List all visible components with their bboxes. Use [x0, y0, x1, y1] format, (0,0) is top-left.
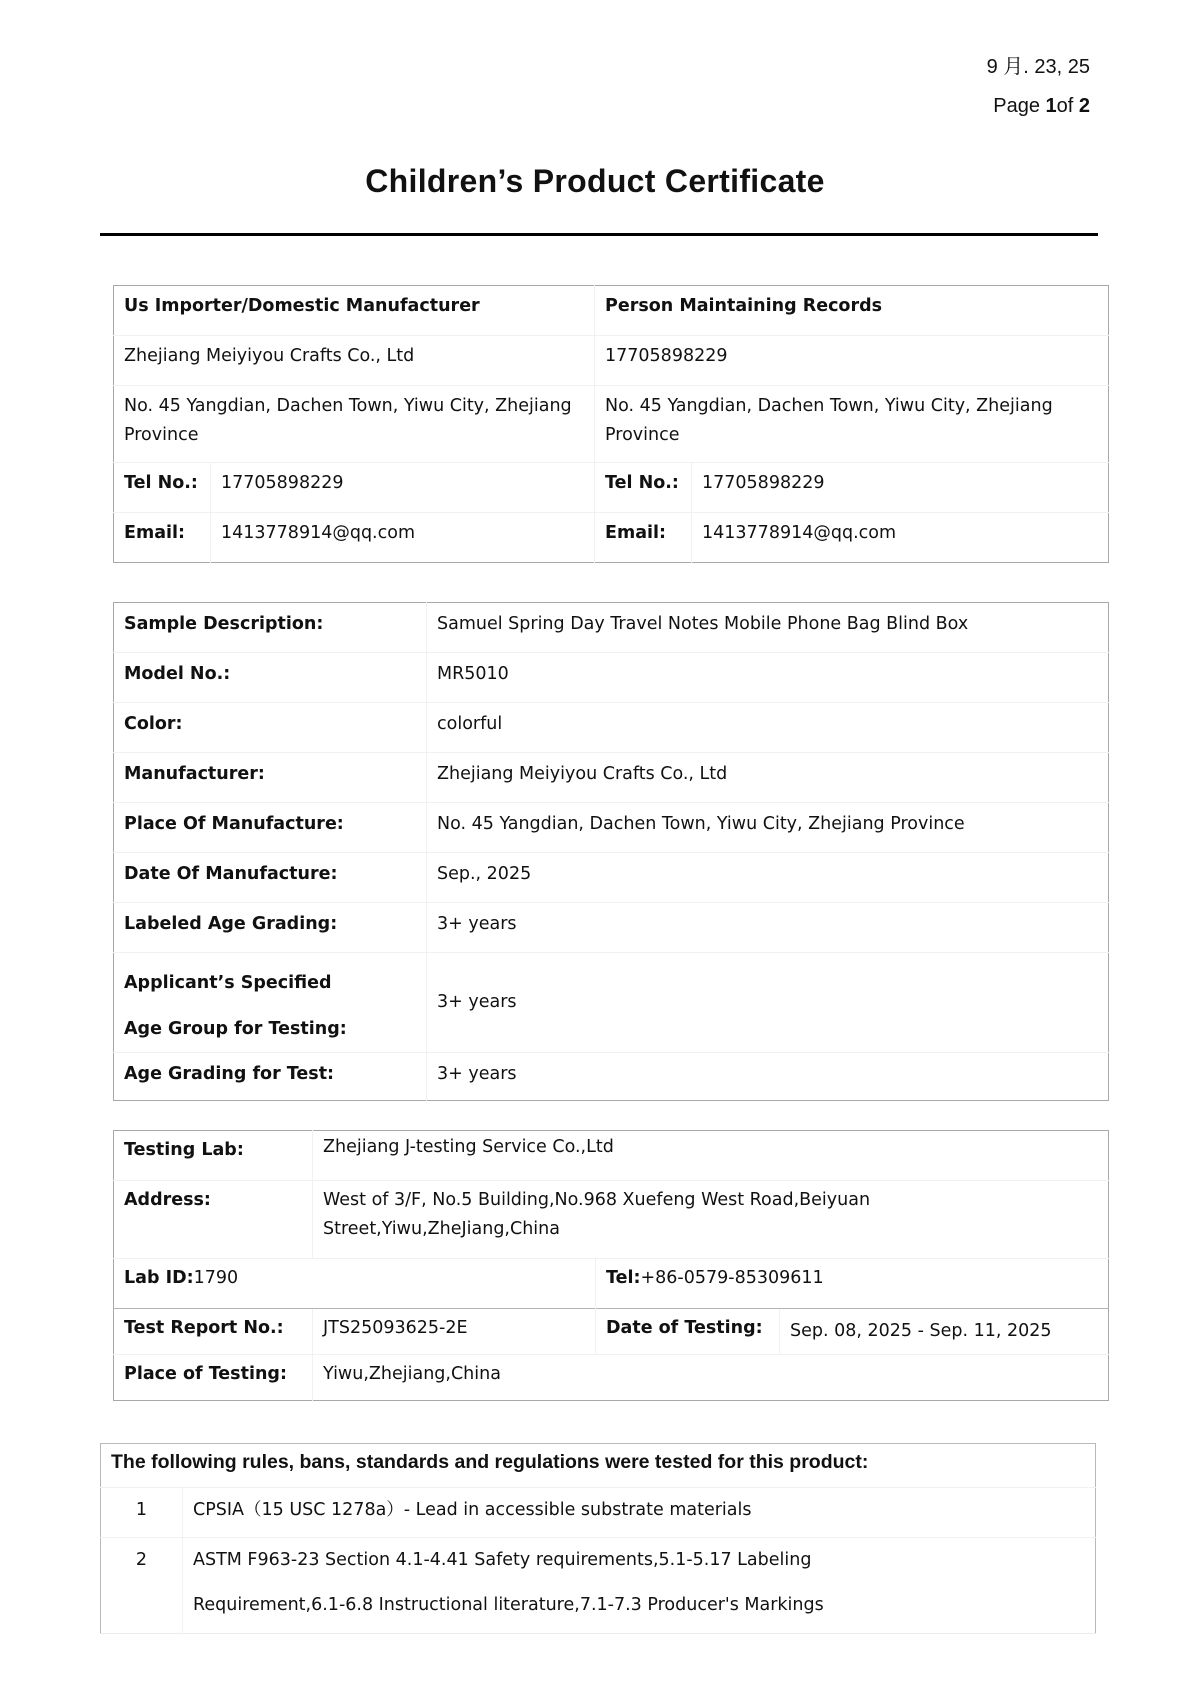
- page-indicator: [993, 95, 1090, 118]
- lab-tel: +86-0579-85309611: [640, 1268, 824, 1288]
- sample-value: colorful: [427, 703, 1109, 753]
- lab-name: Zhejiang J-testing Service Co.,Ltd: [313, 1131, 1109, 1181]
- sample-label: Model No.:: [114, 653, 427, 703]
- report-no: JTS25093625-2E: [313, 1309, 596, 1355]
- lab-tel-cell: [596, 1259, 1109, 1309]
- sample-label-line2: Age Group for Testing:: [124, 1019, 347, 1039]
- testing-place: Yiwu,Zhejiang,China: [313, 1355, 1109, 1401]
- sample-value: No. 45 Yangdian, Dachen Town, Yiwu City, Zhejiang Province: [427, 803, 1109, 853]
- sample-label: Color:: [114, 703, 427, 753]
- records-address: No. 45 Yangdian, Dachen Town, Yiwu City, Zhejiang Province: [595, 386, 1109, 463]
- importer-email-label: Email:: [114, 513, 211, 563]
- sample-details-table: [113, 602, 1109, 1101]
- records-tel: 17705898229: [692, 463, 1109, 513]
- sample-row: [114, 903, 1109, 953]
- lab-id-cell: [114, 1259, 596, 1309]
- sample-row: [114, 653, 1109, 703]
- page-current: 1: [1045, 95, 1057, 117]
- sample-row: [114, 1053, 1109, 1101]
- regulation-text: [183, 1538, 1096, 1634]
- regulation-text-line2: Requirement,6.1-6.8 Instructional literature,7.1-7.3 Producer's Markings: [193, 1595, 824, 1615]
- importer-tel-label: Tel No.:: [114, 463, 211, 513]
- records-email: 1413778914@qq.com: [692, 513, 1109, 563]
- title-divider: [100, 233, 1098, 236]
- lab-address-label: Address:: [114, 1181, 313, 1259]
- testing-date-label: Date of Testing:: [596, 1309, 780, 1355]
- regulations-heading: The following rules, bans, standards and regulations were tested for this product:: [111, 1451, 869, 1473]
- importer-address: No. 45 Yangdian, Dachen Town, Yiwu City, Zhejiang Province: [114, 386, 595, 463]
- records-heading: Person Maintaining Records: [595, 286, 1109, 336]
- sample-value: 3+ years: [427, 953, 1109, 1053]
- regulation-item: [101, 1488, 1096, 1538]
- sample-label: Date Of Manufacture:: [114, 853, 427, 903]
- lab-id-label: Lab ID:: [124, 1268, 194, 1288]
- sample-label: Age Grading for Test:: [114, 1053, 427, 1101]
- regulation-text-line1: ASTM F963-23 Section 4.1-4.41 Safety requirements,5.1-5.17 Labeling: [193, 1550, 812, 1570]
- records-tel-label: Tel No.:: [595, 463, 692, 513]
- sample-value: Samuel Spring Day Travel Notes Mobile Phone Bag Blind Box: [427, 603, 1109, 653]
- sample-row: [114, 853, 1109, 903]
- sample-row: [114, 803, 1109, 853]
- sample-label: Place Of Manufacture:: [114, 803, 427, 853]
- sample-label: [114, 953, 427, 1053]
- sample-value: MR5010: [427, 653, 1109, 703]
- regulation-number: 2: [101, 1538, 183, 1634]
- sample-value: Zhejiang Meiyiyou Crafts Co., Ltd: [427, 753, 1109, 803]
- sample-value: Sep., 2025: [427, 853, 1109, 903]
- sample-label: Sample Description:: [124, 614, 324, 634]
- sample-row: [114, 703, 1109, 753]
- sample-label: Labeled Age Grading:: [114, 903, 427, 953]
- sample-row: [114, 753, 1109, 803]
- importer-email: 1413778914@qq.com: [211, 513, 595, 563]
- certificate-date: 9 月. 23, 25: [986, 56, 1090, 78]
- sample-row: [114, 603, 1109, 653]
- records-email-label: Email:: [595, 513, 692, 563]
- lab-tel-label: Tel:: [606, 1268, 641, 1288]
- importer-heading: Us Importer/Domestic Manufacturer: [124, 296, 480, 316]
- sample-value: 3+ years: [427, 903, 1109, 953]
- page-title: Children’s Product Certificate: [365, 163, 825, 199]
- testing-date: Sep. 08, 2025 - Sep. 11, 2025: [780, 1309, 1109, 1355]
- sample-value: 3+ years: [427, 1053, 1109, 1101]
- page-of: of: [1056, 95, 1079, 117]
- lab-name-label: Testing Lab:: [124, 1140, 244, 1160]
- regulation-item: [101, 1538, 1096, 1634]
- importer-name: Zhejiang Meiyiyou Crafts Co., Ltd: [114, 336, 595, 386]
- page-prefix: Page: [993, 95, 1046, 117]
- sample-label: Manufacturer:: [114, 753, 427, 803]
- report-no-label: Test Report No.:: [114, 1309, 313, 1355]
- lab-id: 1790: [193, 1268, 239, 1288]
- regulations-table: [100, 1443, 1096, 1634]
- importer-records-table: [113, 285, 1109, 563]
- sample-row: [114, 953, 1109, 1053]
- testing-place-label: Place of Testing:: [114, 1355, 313, 1401]
- page-total: 2: [1078, 95, 1090, 117]
- sample-label-line1: Applicant’s Specified: [124, 973, 332, 993]
- regulation-text: CPSIA（15 USC 1278a）- Lead in accessible substrate materials: [183, 1488, 1096, 1538]
- testing-lab-table: [113, 1130, 1109, 1401]
- importer-tel: 17705898229: [211, 463, 595, 513]
- regulation-number: 1: [101, 1488, 183, 1538]
- lab-address: West of 3/F, No.5 Building,No.968 Xuefeng West Road,Beiyuan Street,Yiwu,ZheJiang,China: [313, 1181, 1109, 1259]
- records-name: 17705898229: [595, 336, 1109, 386]
